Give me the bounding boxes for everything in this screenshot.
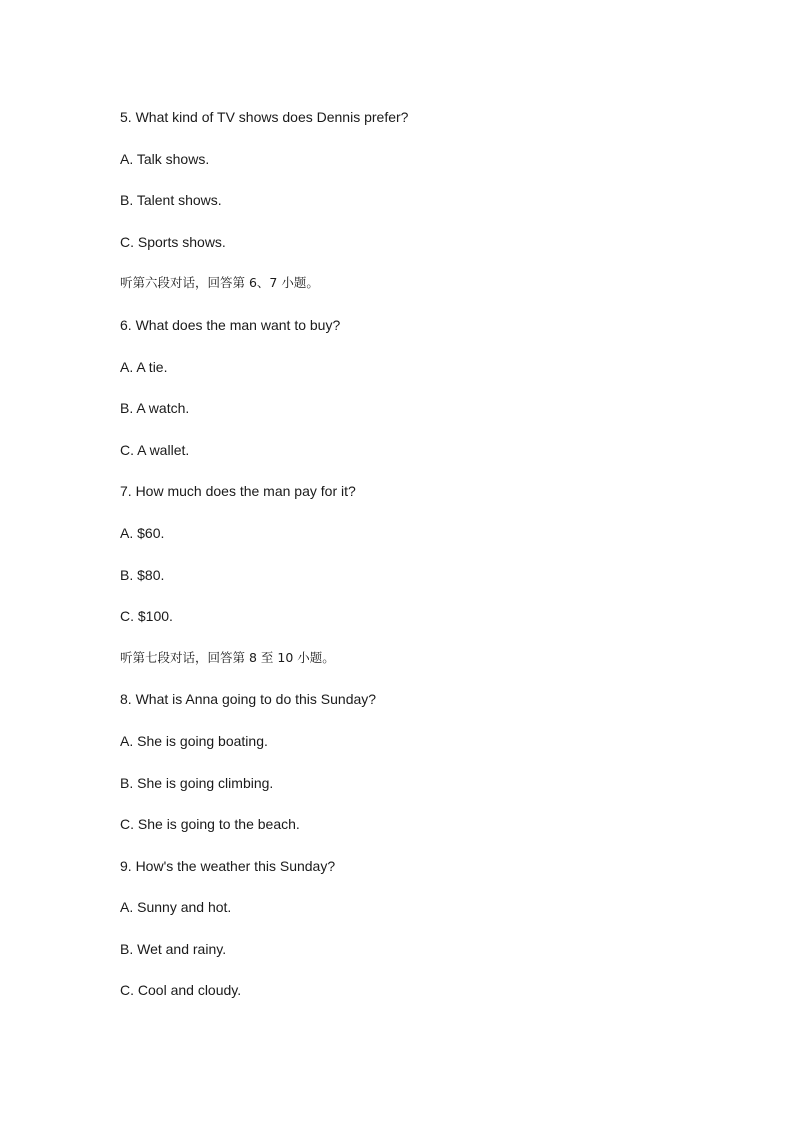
- question-5: 5. What kind of TV shows does Dennis prefer?: [120, 109, 409, 125]
- question-5-option-b: B. Talent shows.: [120, 192, 222, 209]
- document-page: [120, 106, 720, 1021]
- question-9-option-a: A. Sunny and hot.: [120, 899, 232, 916]
- question-8-option-a: A. She is going boating.: [120, 732, 268, 749]
- section-6-instruction: 听第六段对话，回答第 6、7 小题。: [120, 275, 319, 291]
- question-8-option-b: B. She is going climbing.: [120, 774, 274, 791]
- question-7-option-c: C. $100.: [120, 608, 173, 625]
- question-8-option-c: C. She is going to the beach.: [120, 816, 300, 833]
- section-7-instruction: 听第七段对话，回答第 8 至 10 小题。: [120, 649, 335, 665]
- question-5-option-a: A. Talk shows.: [120, 150, 210, 167]
- question-6-option-b: B. A watch.: [120, 400, 190, 417]
- question-6: 6. What does the man want to buy?: [120, 316, 341, 333]
- question-9: 9. How's the weather this Sunday?: [120, 857, 336, 874]
- question-7-option-b: B. $80.: [120, 566, 165, 583]
- question-8: 8. What is Anna going to do this Sunday?: [120, 691, 377, 708]
- question-9-option-c: C. Cool and cloudy.: [120, 982, 242, 999]
- question-5-option-c: C. Sports shows.: [120, 233, 226, 250]
- question-7: 7. How much does the man pay for it?: [120, 483, 356, 500]
- question-6-option-c: C. A wallet.: [120, 441, 190, 458]
- question-6-option-a: A. A tie.: [120, 358, 168, 375]
- question-7-option-a: A. $60.: [120, 524, 165, 541]
- question-9-option-b: B. Wet and rainy.: [120, 940, 227, 957]
